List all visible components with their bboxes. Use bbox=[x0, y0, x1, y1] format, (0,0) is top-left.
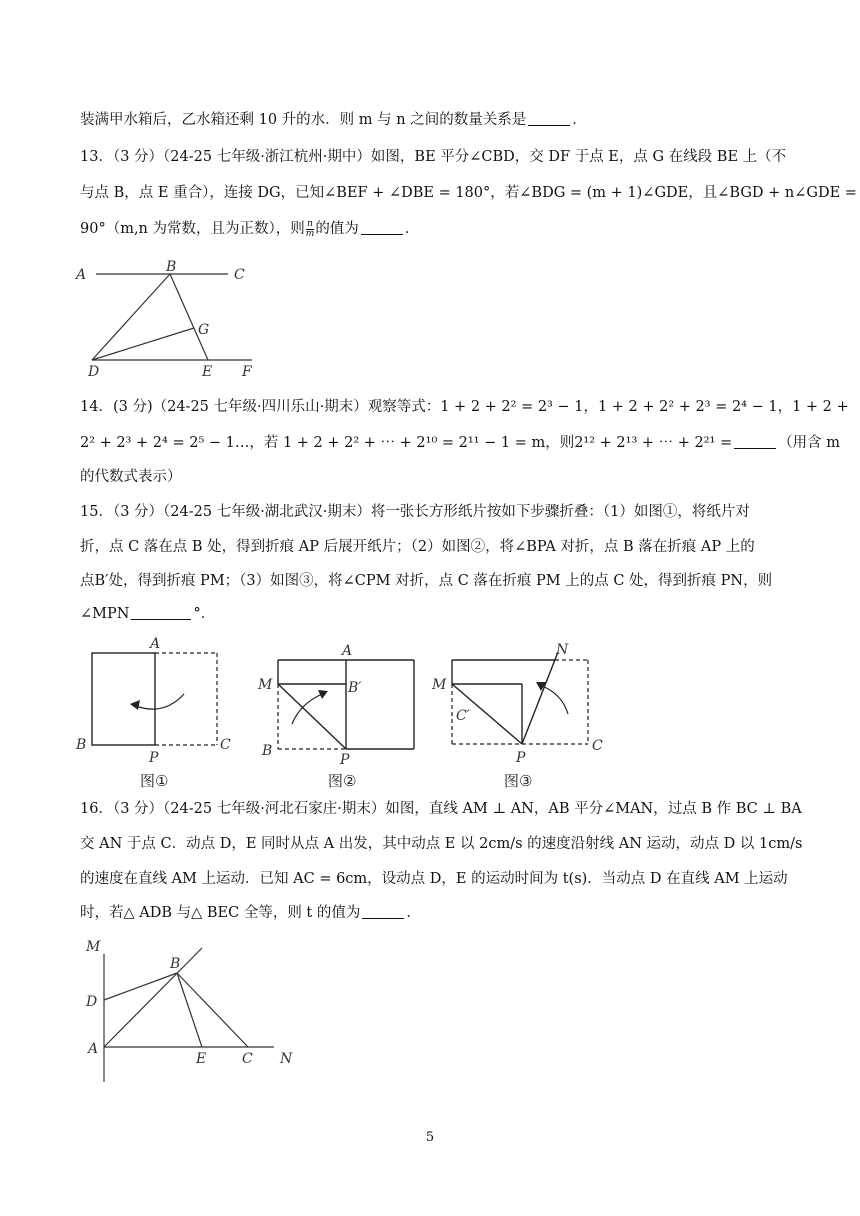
q15-line4 bbox=[80, 604, 780, 624]
q16-figure bbox=[78, 936, 308, 1086]
q14-line3: 的代数式表示） bbox=[80, 469, 182, 485]
answer-blank bbox=[734, 434, 776, 449]
q16-label-A: A bbox=[88, 1041, 99, 1057]
answer-blank bbox=[528, 111, 570, 126]
q15f3-caption: 图③ bbox=[504, 772, 533, 790]
q14-line2-b: （用含 m bbox=[778, 435, 840, 451]
q13-label-B: B bbox=[166, 259, 177, 275]
q15f1-label-B: B bbox=[76, 737, 87, 753]
q16-label-B: B bbox=[170, 956, 181, 972]
q15f1-label-C: C bbox=[220, 737, 231, 753]
page-number: 5 bbox=[425, 1130, 435, 1145]
q16-line4 bbox=[80, 903, 780, 923]
q16-label-C: C bbox=[242, 1051, 253, 1067]
q16-label-N: N bbox=[280, 1051, 293, 1067]
answer-blank bbox=[131, 605, 191, 620]
q14-line2-a: 2² + 2³ + 2⁴ = 2⁵ − 1…，若 1 + 2 + 2² + ⋯ + 2¹⁰ = 2¹¹ − 1 = m，则2¹² + 2¹³ + ⋯ + 2²¹ = bbox=[80, 435, 733, 451]
q15f2-label-P: P bbox=[340, 752, 350, 768]
q15f3-label-Cp: C′ bbox=[456, 708, 470, 724]
q13-label-E: E bbox=[202, 364, 213, 380]
q16-line4-text: 时，若△ ADB 与△ BEC 全等，则 t 的值为 bbox=[80, 905, 361, 921]
q15-line3: 点B′处，得到折痕 PM；（3）如图③，将∠CPM 对折，点 C 落在折痕 PM 上的点 C 处，得到折痕 PN，则 bbox=[80, 573, 773, 589]
q15f1-caption: 图① bbox=[140, 772, 169, 790]
answer-blank bbox=[361, 220, 403, 235]
q15-figure-1 bbox=[72, 636, 242, 790]
q13-line3-a: 90°（m,n 为常数，且为正数），则 bbox=[80, 221, 305, 237]
q15f1-label-P: P bbox=[149, 750, 159, 766]
q13-label-F: F bbox=[242, 364, 252, 380]
q13-fraction bbox=[306, 220, 315, 239]
q15f3-label-N: N bbox=[556, 642, 569, 658]
q13-label-D: D bbox=[88, 364, 100, 380]
q15f3-label-P: P bbox=[516, 750, 526, 766]
answer-blank bbox=[362, 904, 404, 919]
q15-line4-a: ∠MPN bbox=[80, 606, 130, 622]
q13-line3 bbox=[80, 219, 780, 239]
q15f3-label-C: C bbox=[592, 738, 603, 754]
q15f3-label-M: M bbox=[432, 677, 447, 693]
q15-figure-2 bbox=[256, 636, 426, 790]
q14-line2 bbox=[80, 433, 840, 453]
q13-end: ． bbox=[404, 221, 420, 237]
q13-frac-num: n bbox=[307, 218, 313, 229]
q15-figure-3 bbox=[430, 636, 620, 790]
q15f2-label-M: M bbox=[258, 677, 273, 693]
q13-label-C: C bbox=[234, 267, 245, 283]
q13-frac-den: m bbox=[305, 228, 315, 239]
q16-line3: 的速度在直线 AM 上运动．已知 AC = 6cm，设动点 D，E 的运动时间为 t(s)．当动点 D 在直线 AM 上运动 bbox=[80, 871, 788, 887]
q13-line1: 13．（3 分）（24-25 七年级·浙江杭州·期中）如图，BE 平分∠CBD，交 DF 于点 E，点 G 在线段 BE 上（不 bbox=[80, 149, 787, 165]
q14-line1: 14．(3 分)（24-25 七年级·四川乐山·期末）观察等式：1 + 2 + 2² = 2³ − 1，1 + 2 + 2² + 2³ = 2⁴ − 1，1 + 2 + bbox=[80, 399, 849, 415]
q15-line2: 折，点 C 落在点 B 处，得到折痕 AP 后展开纸片；（2）如图②，将∠BPA 对折，点 B 落在折痕 AP 上的 bbox=[80, 539, 755, 555]
q13-figure bbox=[70, 260, 270, 380]
q13-label-G: G bbox=[198, 322, 210, 338]
q16-line2: 交 AN 于点 C．动点 D，E 同时从点 A 出发，其中动点 E 以 2cm/s 的速度沿射线 AN 运动，动点 D 以 1cm/s bbox=[80, 836, 803, 852]
q16-end: ． bbox=[406, 905, 421, 921]
q15f2-label-Bp: B′ bbox=[348, 680, 362, 696]
q12-tail-end: ． bbox=[572, 112, 587, 128]
q12-tail-line bbox=[80, 110, 780, 130]
q16-label-D: D bbox=[86, 994, 98, 1010]
q16-line1: 16．（3 分）（24-25 七年级·河北石家庄·期末）如图，直线 AM ⊥ AN，AB 平分∠MAN，过点 B 作 BC ⊥ BA bbox=[80, 801, 802, 817]
q15f2-label-A: A bbox=[342, 643, 353, 659]
q16-label-M: M bbox=[86, 939, 101, 955]
q16-label-E: E bbox=[196, 1051, 207, 1067]
q15f2-caption: 图② bbox=[328, 772, 357, 790]
q15f1-label-A: A bbox=[150, 636, 161, 652]
q13-label-A: A bbox=[76, 267, 87, 283]
q15-line4-b: °． bbox=[193, 606, 216, 622]
q15-line1: 15．（3 分）（24-25 七年级·湖北武汉·期末）将一张长方形纸片按如下步骤折叠：（1）如图①，将纸片对 bbox=[80, 504, 750, 520]
q13-line2: 与点 B，点 E 重合），连接 DG，已知∠BEF + ∠DBE = 180°，若∠BDG = (m + 1)∠GDE，且∠BGD + n∠GDE = bbox=[80, 185, 857, 201]
q15f2-label-B: B bbox=[262, 743, 273, 759]
q13-line3-b: 的值为 bbox=[315, 221, 359, 237]
q12-tail-text: 装满甲水箱后，乙水箱还剩 10 升的水．则 m 与 n 之间的数量关系是 bbox=[80, 112, 527, 128]
